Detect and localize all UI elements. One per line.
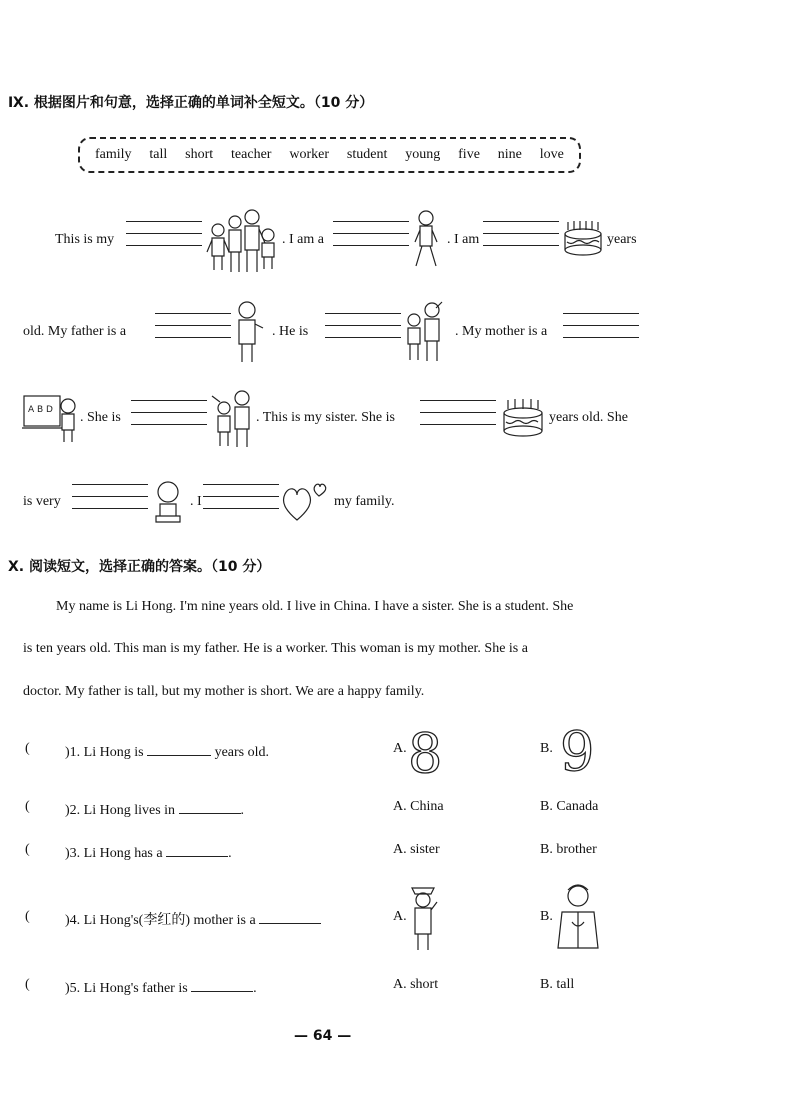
policewoman-picture: [406, 880, 440, 952]
passage-line-3: doctor. My father is tall, but my mother is short. We are a happy family.: [23, 684, 425, 699]
word-bank-item: love: [539, 147, 564, 162]
blank-3[interactable]: [483, 221, 559, 257]
birthday-cake-icon: [562, 218, 606, 260]
passage-line-1: My name is Li Hong. I'm nine years old. I live in China. I have a sister. She is a student. She: [56, 599, 574, 614]
q2-paren[interactable]: (: [25, 799, 30, 814]
line1-text-b: . I am a: [282, 232, 324, 247]
page-number: — 64 —: [294, 1028, 352, 1044]
q4-blank[interactable]: [259, 909, 321, 924]
teacher-at-board-picture: [22, 392, 82, 444]
q4-option-b[interactable]: B.: [540, 909, 553, 924]
blank-2[interactable]: [333, 221, 409, 257]
q5-option-a[interactable]: A. short: [393, 977, 439, 992]
young-girl-picture: [150, 478, 186, 526]
q2-option-b[interactable]: B. Canada: [540, 799, 599, 814]
word-bank-item: tall: [149, 147, 168, 162]
blank-7[interactable]: [131, 400, 207, 436]
q4-paren[interactable]: (: [25, 909, 30, 924]
q1-digit-9-picture: [556, 720, 598, 776]
blank-9[interactable]: [72, 484, 148, 520]
mother-and-child-picture: [210, 388, 256, 450]
family-picture: [204, 205, 280, 277]
word-bank: [78, 137, 581, 173]
q3-option-b[interactable]: B. brother: [540, 842, 597, 857]
word-bank-item: teacher: [231, 147, 272, 162]
line1-text-a: This is my: [55, 232, 115, 247]
q5-blank[interactable]: [191, 977, 253, 992]
q1-option-a[interactable]: A.: [393, 741, 407, 756]
doctor-woman-picture: [554, 882, 604, 952]
blank-6[interactable]: [563, 313, 639, 349]
q3-text: [65, 842, 232, 862]
blank-8[interactable]: [420, 400, 496, 436]
q3-blank[interactable]: [166, 842, 228, 857]
q3-paren[interactable]: (: [25, 842, 30, 857]
q4-stem: )4. Li Hong's(李红的) mother is a: [65, 913, 256, 928]
blank-10[interactable]: [203, 484, 279, 520]
blank-5[interactable]: [325, 313, 401, 349]
father-and-child-picture: [404, 298, 450, 364]
q2-stem: )2. Li Hong lives in: [65, 803, 176, 818]
heart-icon: [281, 480, 331, 524]
blank-4[interactable]: [155, 313, 231, 349]
passage-line-2: is ten years old. This man is my father. He is a worker. This woman is my mother. She is a: [23, 641, 528, 656]
q1-after: years old.: [214, 745, 269, 760]
line3-text-b: . This is my sister. She is: [256, 410, 395, 425]
word-bank-item: nine: [497, 147, 522, 162]
q4-option-a[interactable]: A.: [393, 909, 407, 924]
q5-paren[interactable]: (: [25, 977, 30, 992]
word-bank-item: five: [458, 147, 480, 162]
svg-text:A B D: A B D: [28, 405, 53, 415]
q1-digit-8-picture: [404, 722, 446, 778]
q1-stem: )1. Li Hong is: [65, 745, 144, 760]
line4-text-c: my family.: [334, 494, 395, 509]
line4-text-a: is very: [23, 494, 61, 509]
q5-text: [65, 977, 257, 997]
q1-blank[interactable]: [147, 741, 211, 756]
q3-after: .: [228, 846, 232, 861]
line1-text-d: years: [607, 232, 637, 247]
line2-text-c: . My mother is a: [455, 324, 548, 339]
line1-text-c: . I am: [447, 232, 480, 247]
birthday-cake-icon: [500, 397, 546, 441]
q5-stem: )5. Li Hong's father is: [65, 981, 188, 996]
line4-text-b: . I: [190, 494, 202, 509]
section-9-title: Ⅸ. 根据图片和句意，选择正确的单词补全短文。（10 分）: [8, 95, 374, 111]
q2-after: .: [240, 803, 245, 818]
word-bank-item: student: [346, 147, 388, 162]
q2-blank[interactable]: [179, 799, 241, 814]
q5-after: .: [253, 981, 257, 996]
line3-text-c: years old. She: [549, 410, 628, 425]
word-bank-item: young: [405, 147, 441, 162]
q2-option-a[interactable]: A. China: [393, 799, 444, 814]
svg-text:8: 8: [408, 722, 443, 778]
q5-option-b[interactable]: B. tall: [540, 977, 575, 992]
q4-text: [65, 909, 321, 929]
q1-paren[interactable]: (: [25, 741, 30, 756]
word-bank-item: worker: [289, 147, 330, 162]
line2-text-b: . He is: [272, 324, 309, 339]
line2-text-a: old. My father is a: [23, 324, 127, 339]
q1-option-b[interactable]: B.: [540, 741, 553, 756]
blank-1[interactable]: [126, 221, 202, 257]
boy-walking-picture: [410, 208, 442, 270]
q3-stem: )3. Li Hong has a: [65, 846, 163, 861]
word-bank-item: family: [94, 147, 132, 162]
q2-text: [65, 799, 244, 819]
section-10-title: Ⅹ. 阅读短文，选择正确的答案。（10 分）: [8, 559, 271, 575]
q3-option-a[interactable]: A. sister: [393, 842, 440, 857]
svg-text:9: 9: [560, 720, 595, 776]
q1-text: [65, 741, 269, 761]
line3-text-she-is: . She is: [80, 410, 121, 425]
word-bank-item: short: [185, 147, 214, 162]
father-worker-picture: [233, 300, 267, 364]
